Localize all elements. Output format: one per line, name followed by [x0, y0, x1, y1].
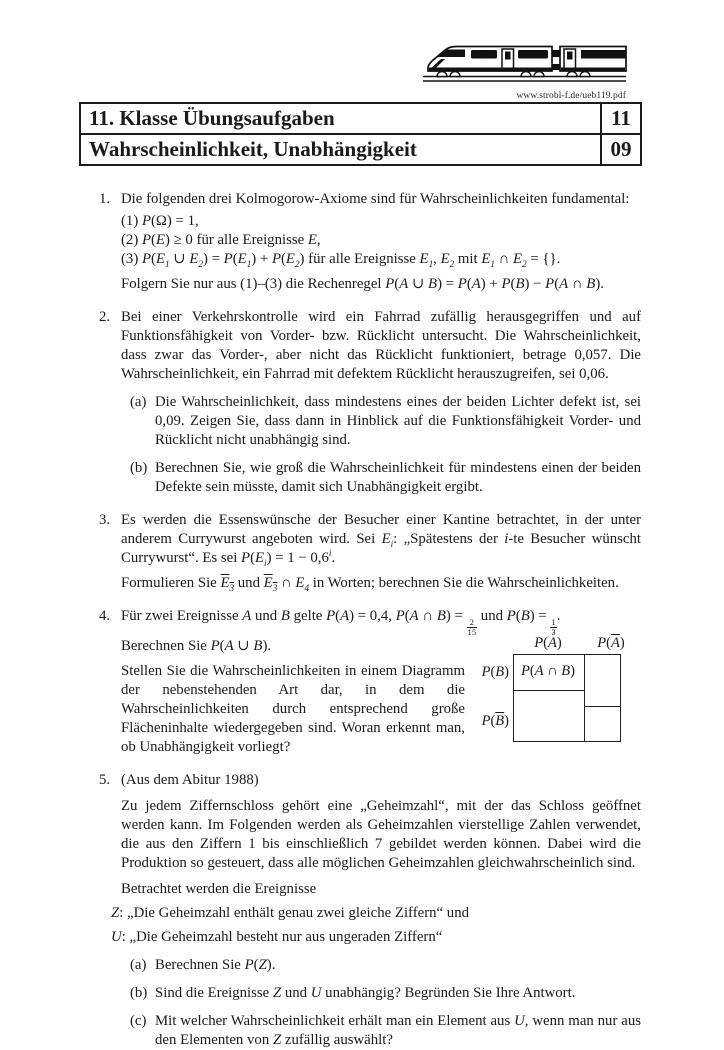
- problem-3-task: Formulieren Sie $E_3$ und $E_3$ ∩ $E_4$ in Worten; berechnen Sie die Wahrscheinlichkeiten.: [121, 575, 619, 593]
- event-z-definition: Z: „Die Geheimzahl enthält genau zwei gleiche Ziffern“ und: [111, 904, 469, 921]
- diagram-label-p-b: P(B): [481, 663, 509, 680]
- problem-5-body: [111, 771, 641, 1050]
- subitem-text: Sind die Ereignisse Z und U unabhängig? Begründen Sie Ihre Antwort.: [155, 984, 576, 1001]
- problem-number: 3.: [99, 512, 111, 528]
- problem-4: [99, 607, 641, 757]
- problem-3: [99, 511, 641, 593]
- problem-5-item-c: [121, 1012, 641, 1050]
- problem-5-events-intro: Betrachtet werden die Ereignisse: [121, 880, 317, 897]
- header-title-course: 11. Klasse Übungsaufgaben: [89, 106, 335, 130]
- axiom-line-3: (3) $P(E_1$ ∪ $E_2) = P(E_1) + P(E_2)$ für alle Ereignisse $E_1$, $E_2$ mit $E_1$ ∩ $E_2$ = {}.: [121, 251, 561, 269]
- diagram-divider-right: [584, 706, 620, 707]
- problem-2: [99, 308, 641, 497]
- url-caption: www.strobl-f.de/ueb119.pdf: [516, 91, 626, 101]
- probability-area-diagram: [473, 634, 641, 747]
- diagram-label-p-b-bar: $P(\overline{B})$: [481, 712, 509, 729]
- subitem-label: (a): [130, 394, 147, 410]
- diagram-label-p-a-bar: $P(\overline{A})$: [597, 634, 625, 651]
- problem-2-text: Bei einer Verkehrskontrolle wird ein Fahrrad zufällig herausgegriffen und auf Funktionsfähigkeit von Vorder- bzw. Rücklicht untersucht. Die Wahrscheinlichkeit, dass zwar das Vorder-, aber nicht das Rücklicht funktioniert, betrage 0,057. Die Wahrscheinlichkeit, ein Fahrrad mit defektem Rücklicht herauszugreifen, sei 0,06.: [121, 309, 641, 382]
- problem-2-item-a: [121, 393, 641, 450]
- diagram-divider-vertical: [584, 655, 585, 741]
- header-number-sheet: 09: [600, 135, 640, 164]
- problem-number: 1.: [99, 191, 111, 207]
- problem-1-conclusion: Folgern Sie nur aus (1)–(3) die Rechenregel P(A ∪ B) = P(A) + P(B) − P(A ∩ B).: [121, 276, 604, 292]
- problem-1: [99, 190, 641, 294]
- axiom-line-2: (2) P(E) ≥ 0 für alle Ereignisse E,: [121, 232, 321, 248]
- train-logo-icon: [421, 26, 628, 84]
- problem-5-item-a: [121, 956, 641, 975]
- subitem-label: (c): [130, 1012, 147, 1029]
- problem-4-line-1: Für zwei Ereignisse A und B gelte P(A) = 0,4, P(A ∩ B) = $\frac{2}{15}$ und P(B) = $\frac{1}{3}$ .: [121, 608, 561, 637]
- problem-4-line-2: Berechnen Sie P(A ∪ B).: [121, 637, 272, 654]
- problem-number: 5.: [99, 771, 111, 788]
- header-number-class: 11: [600, 104, 640, 133]
- problem-1-intro: Die folgenden drei Kolmogorow-Axiome sind für Wahrscheinlichkeiten fundamental:: [121, 191, 630, 207]
- problem-list: [99, 190, 641, 1050]
- problem-2-body: [121, 308, 641, 497]
- subitem-text: Mit welcher Wahrscheinlichkeit erhält man ein Element aus U, wenn man nur aus den Elementen von Z zufällig auswählt?: [155, 1012, 641, 1048]
- diagram-label-intersection: P(A ∩ B): [521, 662, 575, 679]
- problem-number: 2.: [99, 309, 111, 325]
- problem-5: [99, 771, 641, 1050]
- header-row-2: [81, 133, 640, 164]
- header-table: [79, 102, 642, 166]
- masthead: [0, 0, 724, 102]
- subitem-text: Berechnen Sie, wie groß die Wahrscheinlichkeit für mindestens einen der beiden Defekte sein müsste, damit sich Unabhängigkeit ergibt.: [155, 460, 641, 495]
- problem-5-item-b: [121, 984, 641, 1003]
- axiom-list: [121, 212, 641, 269]
- problem-3-text: Es werden die Essenswünsche der Besucher einer Kantine betrachtet, in der unter anderem Currywurst angeboten wird. Sei $E_i$: „Spätestens der i-te Besucher wünscht Currywurst“. Es sei $P(E_i) = 1 - 0,6^i$.: [121, 512, 641, 568]
- subitem-label: (a): [130, 956, 147, 973]
- header-title-topic: Wahrscheinlichkeit, Unabhängigkeit: [89, 137, 417, 161]
- brand-block: [421, 26, 628, 102]
- problem-3-body: [121, 511, 641, 593]
- subitem-label: (b): [130, 984, 148, 1001]
- subitem-label: (b): [130, 460, 148, 476]
- problem-4-body: [121, 607, 641, 757]
- diagram-square: [513, 654, 621, 742]
- diagram-divider-left: [514, 690, 584, 691]
- problem-4-wrap-text: Stellen Sie die Wahrscheinlichkeiten in einem Diagramm der nebenstehenden Art dar, in dem die Wahrscheinlichkeiten durch entsprechend große Flächeninhalte wiedergegeben sind. Woran erkennt man, ob Unabhängigkeit vorliegt?: [121, 662, 465, 755]
- problem-5-source: (Aus dem Abitur 1988): [121, 771, 259, 788]
- diagram-label-p-a: P(A): [534, 634, 562, 651]
- subitem-text: Berechnen Sie P(Z).: [155, 956, 276, 973]
- problem-5-text: Zu jedem Ziffernschloss gehört eine „Geheimzahl“, mit der das Schloss geöffnet werden kann. Im Folgenden werden als Geheimzahlen vierstellige Zahlen verwendet, die aus den Ziffern 1 bis einschließlich 7 gebildet werden können. Dabei wird die Produktion so gesteuert, dass alle möglichen Geheimzahlen gleichwahrscheinlich sind.: [121, 797, 641, 871]
- axiom-line-1: (1) P(Ω) = 1,: [121, 213, 199, 229]
- problem-number: 4.: [99, 608, 111, 624]
- subitem-text: Die Wahrscheinlichkeit, dass mindestens eines der beiden Lichter defekt ist, sei 0,09. Zeigen Sie, dass dann in Hinblick auf die Funktionsfähigkeit Vorder- und Rücklicht nicht unabhängig sind.: [155, 394, 641, 448]
- event-u-definition: U: „Die Geheimzahl besteht nur aus ungeraden Ziffern“: [111, 928, 443, 945]
- header-row-1: [81, 104, 640, 133]
- problem-1-body: [121, 190, 641, 294]
- problem-2-item-b: [121, 459, 641, 497]
